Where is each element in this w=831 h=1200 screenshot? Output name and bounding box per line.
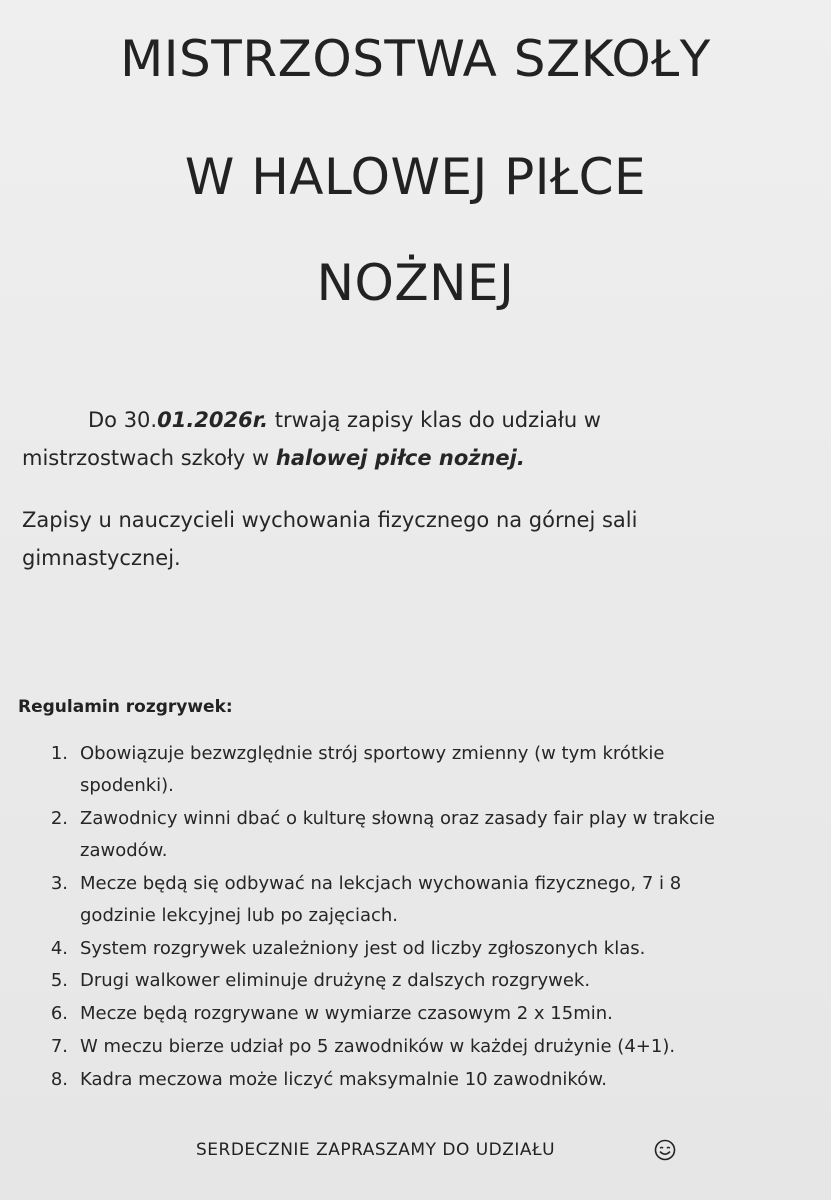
closing-invitation: SERDECZNIE ZAPRASZAMY DO UDZIAŁU (196, 1140, 556, 1160)
rules-heading: Regulamin rozgrywek: (18, 697, 233, 717)
intro-sport-name: halowej piłce nożnej. (275, 446, 525, 470)
rule-number: 6. (50, 1003, 68, 1024)
intro-paragraph-2-line-2: gimnastycznej. (22, 546, 181, 570)
rule-text: zawodów. (80, 840, 168, 861)
title-line-3: NOŻNEJ (316, 254, 515, 312)
rule-text: System rozgrywek uzależniony jest od liczby zgłoszonych klas. (80, 938, 646, 959)
rule-number: 7. (50, 1036, 68, 1057)
intro-date: 01.2026r. (157, 408, 269, 432)
rule-text: Zawodnicy winni dbać o kulturę słowną oraz zasady fair play w trakcie (80, 808, 715, 829)
rule-number: 8. (50, 1069, 68, 1090)
intro-paragraph-1-line-1 (88, 408, 601, 432)
rule-text: W meczu bierze udział po 5 zawodników w każdej drużynie (4+1). (80, 1036, 676, 1057)
rule-number: 3. (50, 873, 68, 894)
rule-number: 2. (50, 808, 68, 829)
rule-text: Drugi walkower eliminuje drużynę z dalszych rozgrywek. (80, 970, 591, 991)
smiley-icon (654, 1139, 676, 1161)
intro-paragraph-1-line-2 (22, 446, 525, 470)
rule-number: 1. (50, 743, 68, 764)
title-line-2: W HALOWEJ PIŁCE (184, 148, 647, 206)
intro-line2-prefix: mistrzostwach szkoły w (22, 446, 276, 470)
rule-number: 4. (50, 938, 68, 959)
rule-text: Mecze będą rozgrywane w wymiarze czasowym 2 x 15min. (80, 1003, 613, 1024)
rule-text: godzinie lekcyjnej lub po zajęciach. (80, 905, 398, 926)
intro-paragraph-2-line-1: Zapisy u nauczycieli wychowania fizycznego na górnej sali (22, 508, 638, 532)
rule-number: 5. (50, 970, 68, 991)
intro-rest: trwają zapisy klas do udziału w (268, 408, 601, 432)
intro-prefix: Do 30. (88, 408, 158, 432)
rule-text: Kadra meczowa może liczyć maksymalnie 10 zawodników. (80, 1069, 607, 1090)
rule-text: Mecze będą się odbywać na lekcjach wychowania fizycznego, 7 i 8 (80, 873, 682, 894)
rule-text: Obowiązuje bezwzględnie strój sportowy zmienny (w tym krótkie (80, 743, 665, 764)
title-line-1: MISTRZOSTWA SZKOŁY (120, 30, 711, 88)
rule-text: spodenki). (80, 775, 174, 796)
